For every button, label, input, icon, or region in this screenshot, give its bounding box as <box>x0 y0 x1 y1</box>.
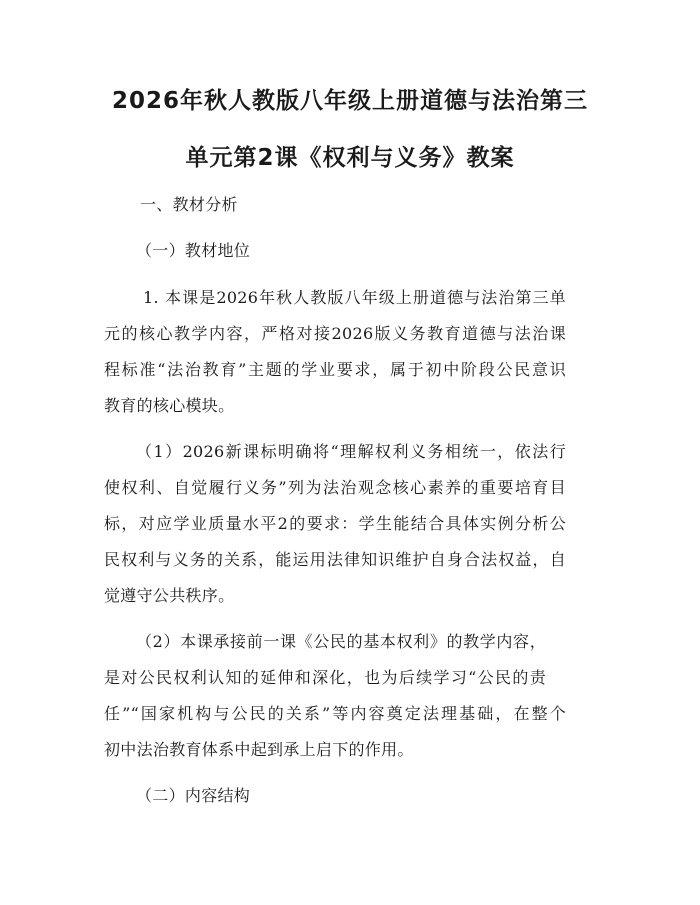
para3-line-1: （2）本课承接前一课《公民的基本权利》的教学内容， <box>136 632 546 651</box>
para2-line-1: （1）2026新课标明确将“理解权利义务相统一，依法行 <box>136 442 566 461</box>
para1-line-4: 教育的核心模块。 <box>104 396 235 415</box>
para2-line-3: 标，对应学业质量水平2的要求：学生能结合具体实例分析公 <box>104 514 566 533</box>
para1-line-2: 元的核心教学内容，严格对接2026版义务教育道德与法治课 <box>104 324 566 343</box>
para2-line-4: 民权利与义务的关系，能运用法律知识维护自身合法权益，自 <box>104 550 566 569</box>
para2-line-2: 使权利、自觉履行义务”列为法治观念核心素养的重要培育目 <box>104 478 566 497</box>
subsection-heading-content-structure: （二）内容结构 <box>136 786 251 805</box>
para3-line-4: 初中法治教育体系中起到承上启下的作用。 <box>104 740 414 759</box>
section-heading-teaching-material-analysis: 一、教材分析 <box>140 195 238 214</box>
para2-line-5: 觉遵守公共秩序。 <box>104 586 235 605</box>
document-title-line-1: 2026年秋人教版八年级上册道德与法治第三 <box>111 88 588 114</box>
para3-line-2: 是对公民权利认知的延伸和深化，也为后续学习“公民的责 <box>104 668 546 687</box>
para1-line-1: 1. 本课是2026年秋人教版八年级上册道德与法治第三单 <box>143 288 566 307</box>
para1-line-3: 程标准“法治教育”主题的学业要求，属于初中阶段公民意识 <box>104 360 566 379</box>
para3-line-3: 任”“国家机构与公民的关系”等内容奠定法理基础，在整个 <box>104 704 566 723</box>
document-title-line-2: 单元第2课《权利与义务》教案 <box>185 145 515 171</box>
subsection-heading-material-position: （一）教材地位 <box>136 241 251 260</box>
